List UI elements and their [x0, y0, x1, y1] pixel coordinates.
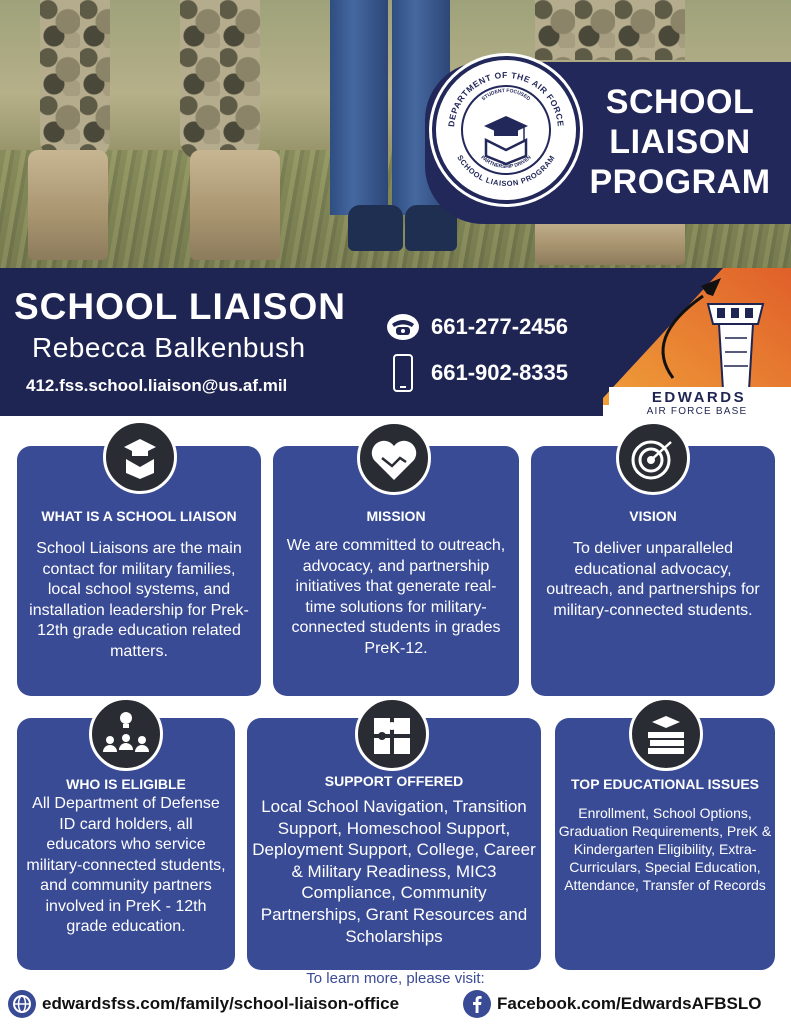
seal-inner-top: STUDENT FOCUSED: [480, 87, 532, 103]
logo-line-1: EDWARDS: [651, 389, 747, 406]
svg-text:SCHOOL LIAISON PROGRAM: [455, 153, 557, 188]
card-body: Local School Navigation, Transition Support, Homeschool Support, Deployment Support, College, Career & Military Readiness, MIC3 Compliance, Community Partnerships, Grant Resources and Scholarships: [252, 797, 536, 946]
globe-icon: [8, 990, 36, 1018]
liaison-email-link[interactable]: 412.fss.school.liaison@us.af.mil: [26, 376, 288, 395]
card-title: WHAT IS A SCHOOL LIAISON: [41, 508, 237, 524]
facebook-icon: [463, 990, 491, 1018]
website-link[interactable]: [8, 990, 399, 1018]
seal-graduation-icon: [484, 116, 528, 164]
target-icon: [616, 421, 690, 495]
card-title: SUPPORT OFFERED: [324, 773, 464, 789]
contact-heading: SCHOOL LIAISON: [14, 286, 346, 327]
card-body: To deliver unparalleled educational advocacy, outreach, and partnerships for military-connected students.: [546, 540, 760, 619]
people-idea-icon: [89, 697, 163, 771]
seal-text-top: DEPARTMENT OF THE AIR FORCE: [446, 69, 566, 128]
boot-right: [190, 150, 280, 260]
books-icon: [629, 697, 703, 771]
soldier-leg-left: [40, 0, 110, 160]
website-url[interactable]: edwardsfss.com/family/school-liaison-office: [42, 994, 400, 1013]
card-title: TOP EDUCATIONAL ISSUES: [571, 776, 759, 792]
seal-inner-bottom: PARTNERSHIP DRIVEN: [479, 154, 533, 171]
telephone-icon: [385, 312, 421, 342]
program-title: [580, 82, 780, 202]
soldier2-leg: [535, 0, 685, 60]
soldier-leg-right: [180, 0, 260, 160]
title-line-3: PROGRAM: [589, 163, 771, 201]
card-body: Enrollment, School Options, Graduation Requirements, PreK & Kindergarten Eligibility, Extra-Curriculars, Special Education, Attendance, Transfer of Records: [558, 805, 772, 893]
liaison-name: Rebecca Balkenbush: [32, 332, 306, 363]
mobile-phone-link[interactable]: 661-902-8335: [431, 360, 569, 385]
child-leg-left: [330, 0, 388, 215]
card-title: MISSION: [366, 508, 426, 524]
seal-text-bottom: SCHOOL LIAISON PROGRAM: [455, 153, 557, 189]
handshake-heart-icon: [357, 421, 431, 495]
program-seal: [432, 56, 580, 204]
mobile-phone-row: [385, 354, 568, 392]
facebook-url[interactable]: Facebook.com/EdwardsAFBSLO: [497, 994, 762, 1013]
boot-left: [28, 150, 108, 260]
facebook-link[interactable]: [463, 990, 762, 1018]
card-body: All Department of Defense ID card holders, all educators who service military-connected students, and community partners involved in PreK - 12th grade education.: [26, 795, 226, 935]
card-title: VISION: [629, 508, 677, 524]
card-title: WHO IS ELIGIBLE: [66, 776, 186, 792]
learn-more-text: To learn more, please visit:: [306, 970, 485, 987]
puzzle-icon: [355, 697, 429, 771]
child-shoe-left: [348, 205, 403, 251]
graduation-cap-icon: [103, 420, 177, 494]
title-line-1: SCHOOL: [605, 83, 755, 121]
title-line-2: LIAISON: [609, 123, 751, 161]
mobile-phone-icon: [385, 354, 421, 392]
edwards-afb-logo: [603, 268, 791, 416]
logo-line-2: AIR FORCE BASE: [646, 406, 748, 416]
office-phone-link[interactable]: 661-277-2456: [431, 314, 569, 339]
office-phone-row: [385, 312, 568, 342]
card-body: School Liaisons are the main contact for military families, local school systems, and installation leadership for Prek-12th grade education related matters.: [29, 540, 249, 660]
card-body: We are committed to outreach, advocacy, and partnership initiatives that generate real-time solutions for military-connected students in grades PreK-12.: [286, 537, 506, 657]
